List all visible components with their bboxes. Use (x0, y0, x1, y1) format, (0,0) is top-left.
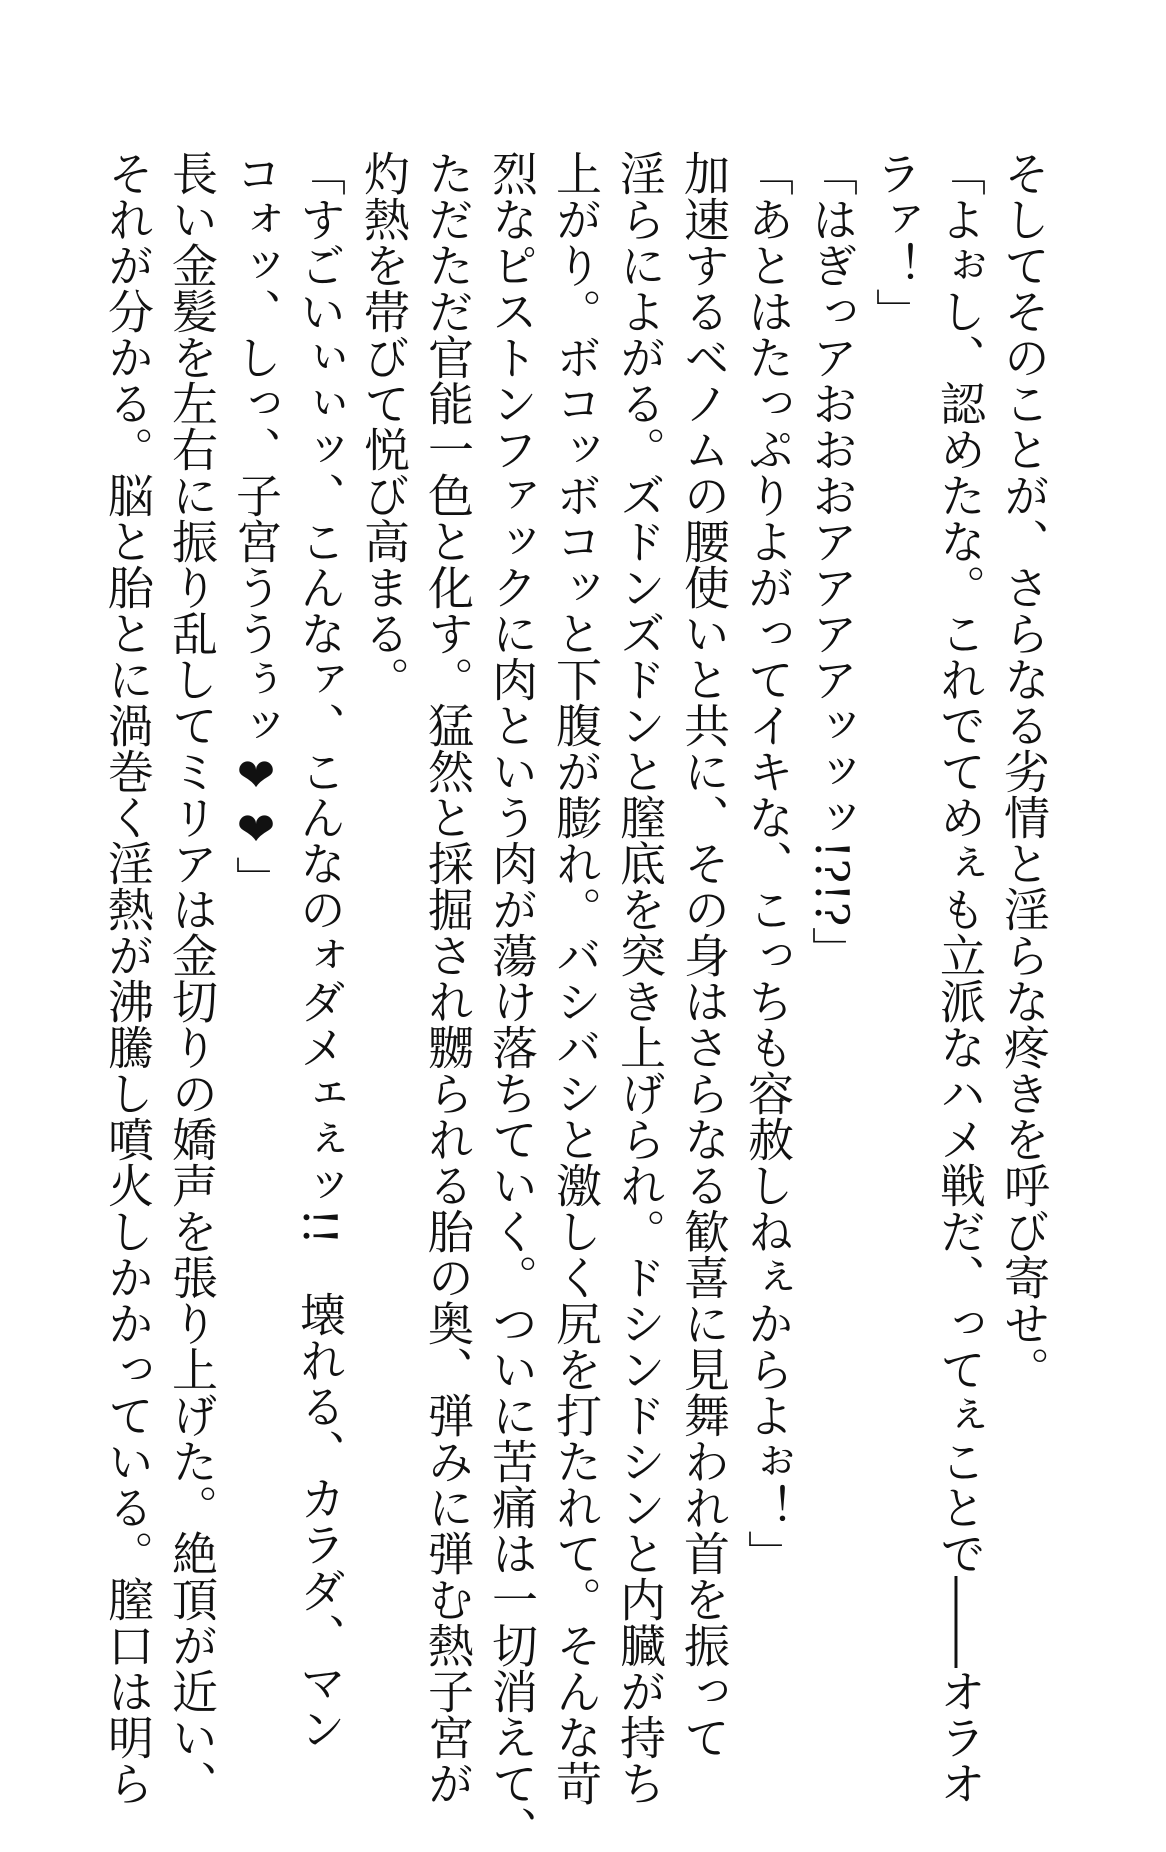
text-line: 上がり。ボコッボコッと下腹が膨れ。バシバシと激しく尻を打たれて。そんな苛 (549, 150, 603, 1806)
text-line: そしてそのことが、さらなる劣情と淫らな疼きを呼び寄せ。 (997, 150, 1051, 1392)
text-line: 「すごいぃぃッ、こんなァ、こんなのォダメェぇッ!! 壊れる、カラダ、マン (293, 150, 347, 1751)
text-line: 「はぎっアおおおアアアアッッッ!?!?」 (805, 150, 859, 973)
text-line: 加速するベノムの腰使いと共に、その身はさらなる歓喜に見舞われ首を振って (677, 150, 731, 1760)
text-line: 淫らによがる。ズドンズドンと膣底を突き上げられ。ドシンドシンと内臓が持ち (613, 150, 667, 1806)
text-line: ただただ官能一色と化す。猛然と採掘され嬲られる胎の奥、弾みに弾む熱子宮が (421, 150, 475, 1806)
text-line: ラァ！」 (869, 150, 923, 334)
text-line: 「あとはたっぷりよがってイキな、こっちも容赦しねぇからよぉ！」 (741, 150, 795, 1576)
text-line: 長い金髪を左右に振り乱してミリアは金切りの嬌声を張り上げた。絶頂が近い、 (165, 150, 219, 1806)
text-line: それが分かる。脳と胎とに渦巻く淫熱が沸騰し噴火しかかっている。膣口は明ら (101, 150, 155, 1806)
text-line: 「よぉし、認めたな。これでてめぇも立派なハメ戦だ、ってぇことで――オラオ (933, 150, 987, 1806)
text-line: 灼熱を帯びて悦び高まる。 (357, 150, 411, 702)
text-line: 烈なピストンファックに肉という肉が蕩け落ちていく。ついに苦痛は一切消えて、 (485, 150, 539, 1852)
vertical-text-body (96, 150, 1056, 1852)
text-line: コォッ、しっ、子宮ううぅッ❤❤」 (229, 150, 283, 902)
